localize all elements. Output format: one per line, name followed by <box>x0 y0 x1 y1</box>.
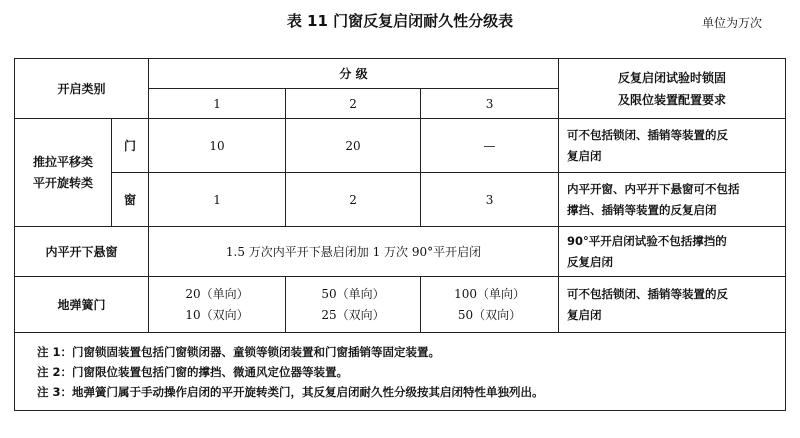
note-1: 注 1：门窗锁固装置包括门窗锁闭器、童锁等锁闭装置和门窗插销等固定装置。 <box>37 344 441 359</box>
note-3: 注 3：地弹簧门属于手动操作启闭的平开旋转类门，其反复启闭耐久性分级按其启闭特性单独列出。 <box>37 384 544 399</box>
grade-1-header: 1 <box>149 89 286 119</box>
group-label-line2: 平开旋转类 <box>32 175 93 190</box>
spring-requirement <box>559 277 786 333</box>
header-requirement <box>559 59 786 119</box>
spring-req-line1: 可不包括锁闭、插销等装置的反 <box>567 286 729 301</box>
header-category: 开启类别 <box>15 59 149 119</box>
notes-cell <box>15 333 786 411</box>
header-requirement-line2: 及限位装置配置要求 <box>618 92 727 107</box>
durability-grade-table <box>14 58 786 411</box>
unit-label: 单位为万次 <box>701 16 762 30</box>
window-grade-1: 1 <box>149 173 286 227</box>
spring-g1-line1: 20（单向） <box>185 286 249 301</box>
tilt-req-line2: 反复启闭 <box>567 254 614 269</box>
window-req-line2: 撑挡、插销等装置的反复启闭 <box>567 202 717 217</box>
spring-g2-line2: 25（双向） <box>321 307 385 322</box>
spring-g3-line2: 50（双向） <box>457 307 522 322</box>
spring-g1-line2: 10（双向） <box>185 307 249 322</box>
spring-g3-line1: 100（单向） <box>454 286 525 301</box>
window-grade-3: 3 <box>421 173 559 227</box>
floor-spring-row <box>15 277 786 333</box>
window-req-line1: 内平开窗、内平开下悬窗可不包括 <box>567 181 740 196</box>
door-grade-2: 20 <box>286 119 421 173</box>
grade-2-header: 2 <box>286 89 421 119</box>
window-grade-2: 2 <box>286 173 421 227</box>
door-sub-label: 门 <box>112 119 149 173</box>
tilt-req-line1: 90°平开启闭试验不包括撑挡的 <box>567 233 727 248</box>
spring-grade-2 <box>286 277 421 333</box>
spring-grade-3 <box>421 277 559 333</box>
door-requirement <box>559 119 786 173</box>
window-sub-label: 窗 <box>112 173 149 227</box>
window-requirement <box>559 173 786 227</box>
floor-spring-label: 地弹簧门 <box>15 277 149 333</box>
tilt-window-requirement <box>559 227 786 277</box>
notes-row <box>15 333 786 411</box>
door-row <box>15 119 786 173</box>
spring-req-line2: 复启闭 <box>567 307 602 322</box>
tilt-window-row <box>15 227 786 277</box>
header-grade: 分 级 <box>149 59 559 89</box>
table-title: 表 11 门窗反复启闭耐久性分级表 <box>286 12 514 30</box>
header-row-1 <box>15 59 786 89</box>
window-row <box>15 173 786 227</box>
door-grade-3: — <box>421 119 559 173</box>
tilt-window-label: 内平开下悬窗 <box>15 227 149 277</box>
grade-3-header: 3 <box>421 89 559 119</box>
tilt-window-span: 1.5 万次内平开下悬启闭加 1 万次 90°平开启闭 <box>149 227 559 277</box>
door-req-line2: 复启闭 <box>567 148 602 163</box>
door-grade-1: 10 <box>149 119 286 173</box>
header-requirement-line1: 反复启闭试验时锁固 <box>618 70 727 85</box>
note-2: 注 2：门窗限位装置包括门窗的撑挡、微通风定位器等装置。 <box>37 364 349 379</box>
spring-g2-line1: 50（单向） <box>321 286 385 301</box>
group-label <box>15 119 112 227</box>
door-req-line1: 可不包括锁闭、插销等装置的反 <box>567 127 729 142</box>
group-label-line1: 推拉平移类 <box>32 154 93 169</box>
spring-grade-1 <box>149 277 286 333</box>
